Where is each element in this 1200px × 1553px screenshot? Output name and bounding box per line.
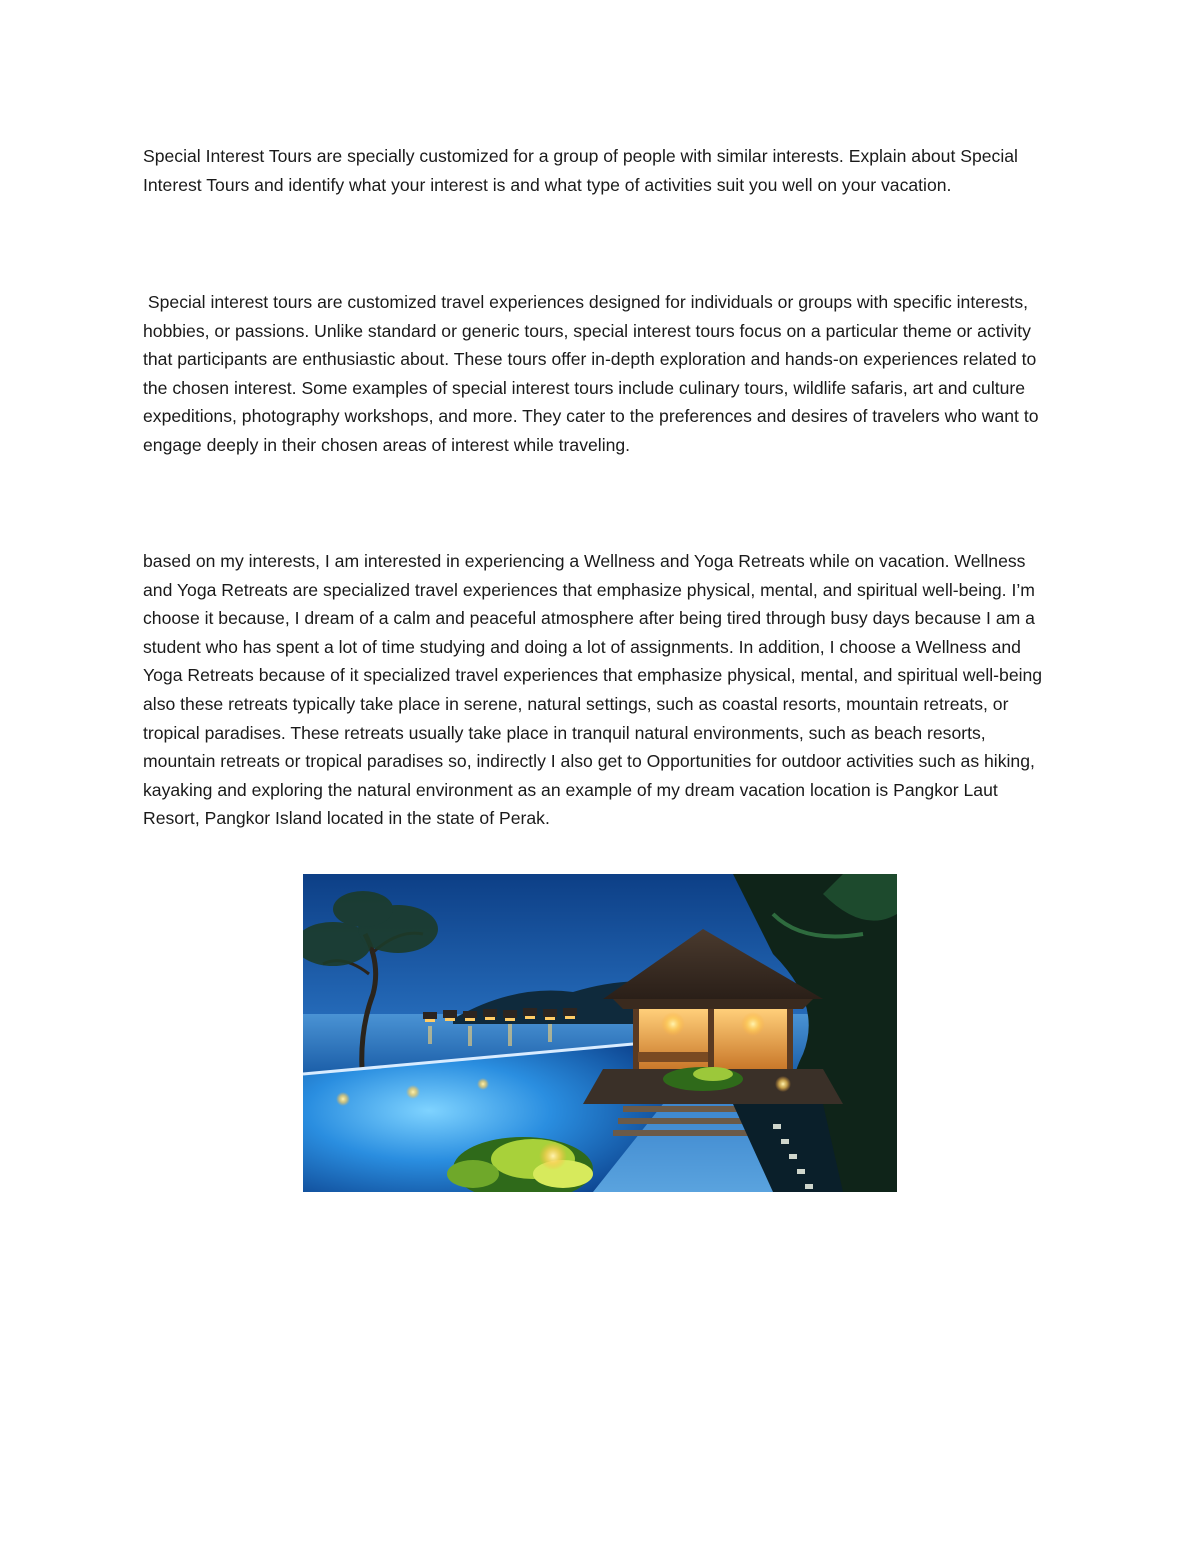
resort-photo <box>303 874 897 1192</box>
answer-paragraph-definition: Special interest tours are customized travel experiences designed for individuals or groups with specific interests, hobbies, or passions. Unlike standard or generic tours, special interest tours focus on a particular theme or activity that participants are enthusiastic about. These tours offer in-depth exploration and hands-on experiences related to the chosen interest. Some examples of special interest tours include culinary tours, wildlife safaris, art and culture expeditions, photography workshops, and more. They cater to the preferences and desires of travelers who want to engage deeply in their chosen areas of interest while traveling. <box>143 292 1044 455</box>
question-paragraph: Special Interest Tours are specially customized for a group of people with similar interests. Explain about Special Interest Tours and identify what your interest is and what type of activities suit you well on your vacation. <box>143 146 1018 195</box>
answer-paragraph-personal-interest: based on my interests, I am interested in experiencing a Wellness and Yoga Retreats while on vacation. Wellness and Yoga Retreats are specialized travel experiences that emphasize physical, mental, and spiritual well-being. I’m choose it because, I dream of a calm and peaceful atmosphere after being tired through busy days because I am a student who has spent a lot of time studying and doing a lot of assignments. In addition, I choose a Wellness and Yoga Retreats because of it specialized travel experiences that emphasize physical, mental, and spiritual well-being also these retreats typically take place in serene, natural settings, such as coastal resorts, mountain retreats, or tropical paradises. These retreats usually take place in tranquil natural environments, such as beach resorts, mountain retreats or tropical paradises so, indirectly I also get to Opportunities for outdoor activities such as hiking, kayaking and exploring the natural environment as an example of my dream vacation location is Pangkor Laut Resort, Pangkor Island located in the state of Perak. <box>143 551 1043 829</box>
